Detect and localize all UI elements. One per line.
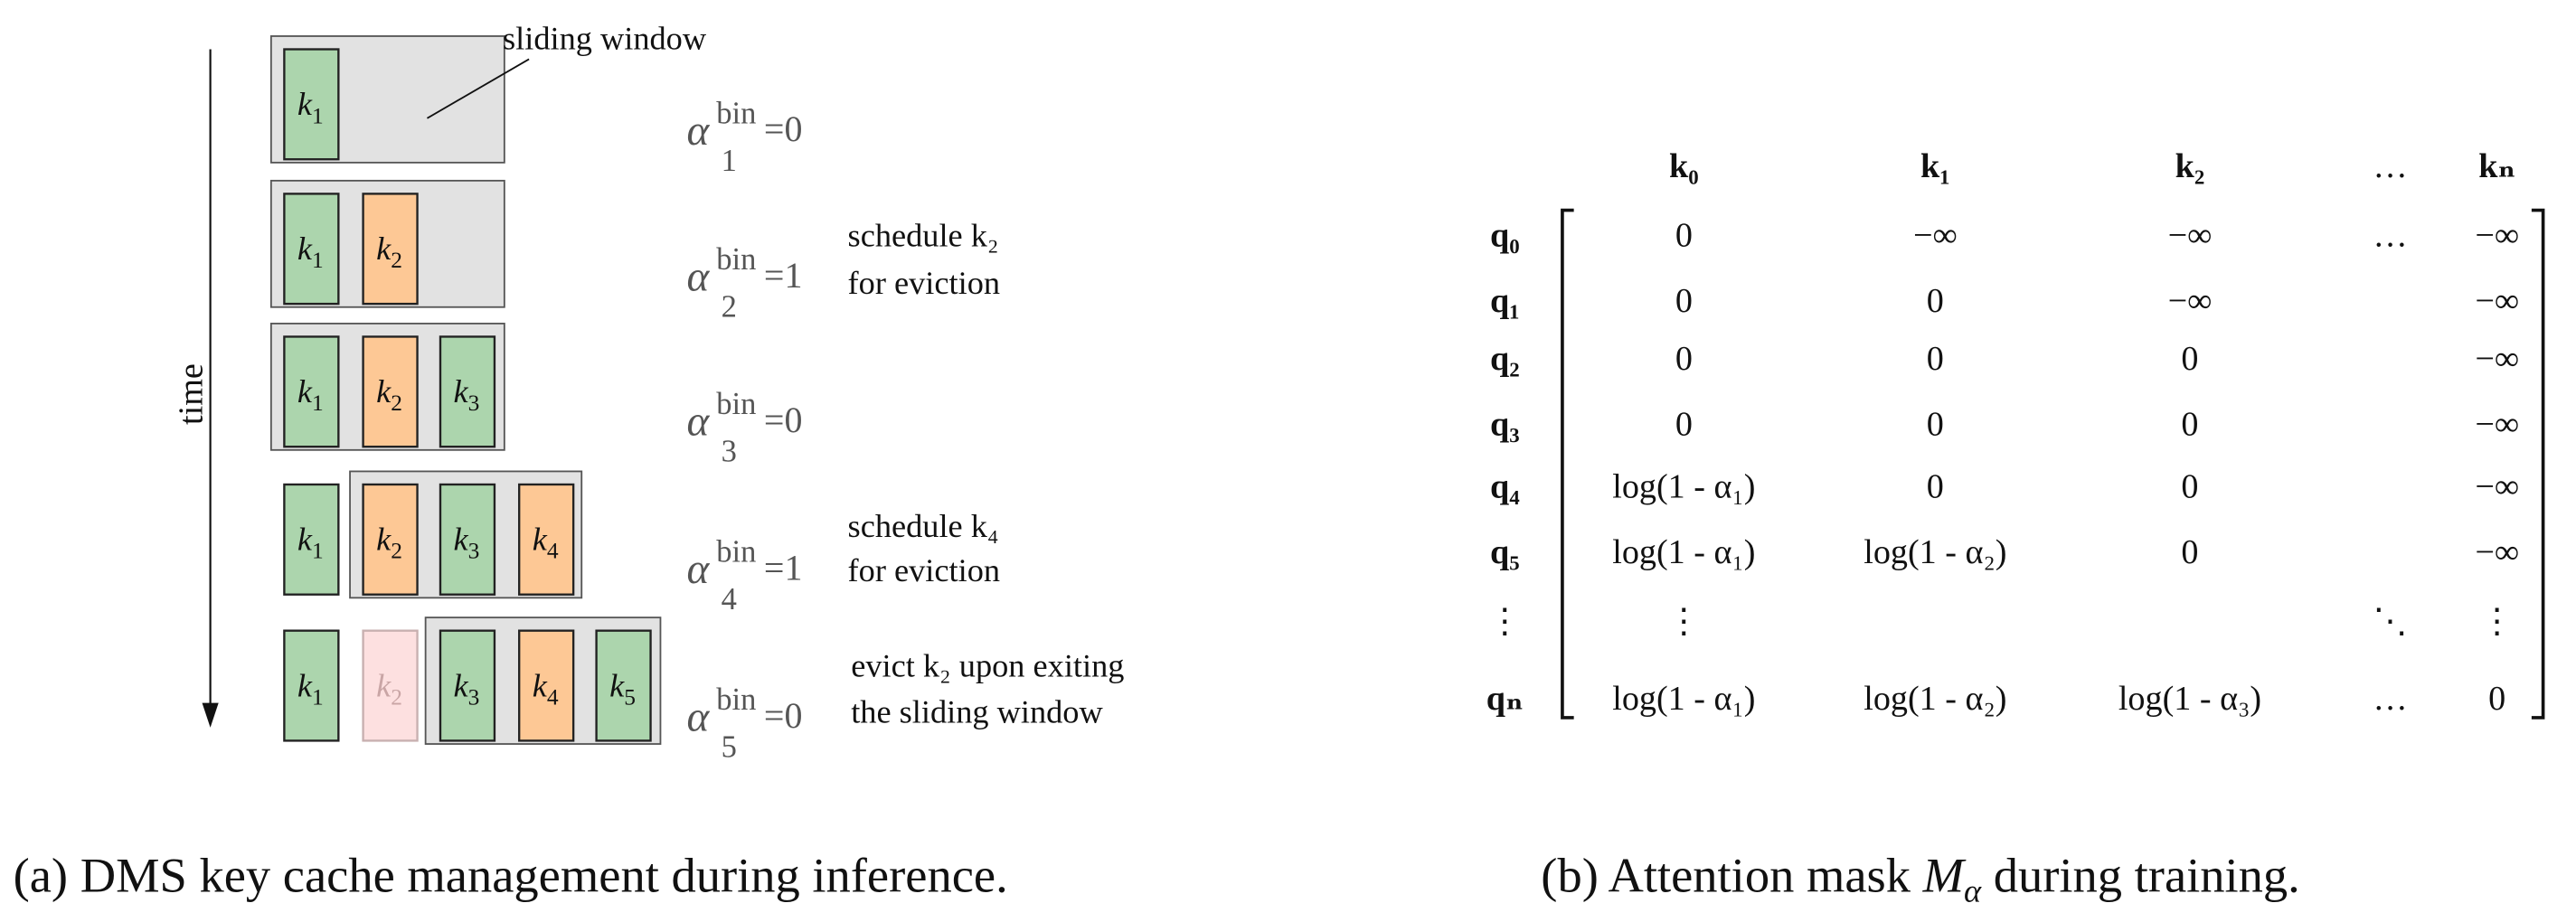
caption-b-suffix: during training.: [1981, 847, 2300, 903]
matrix-cell: −∞: [2475, 405, 2520, 444]
alpha-symbol: α: [686, 253, 710, 301]
alpha-value: =0: [763, 694, 803, 736]
column-header: k₁: [1920, 147, 1950, 186]
matrix-cell: log(1 - α₃): [2118, 679, 2262, 718]
alpha-symbol: α: [686, 545, 710, 593]
time-arrow-head: [203, 703, 219, 728]
key-index: 1: [312, 247, 324, 274]
matrix-cell: −∞: [2475, 282, 2520, 321]
matrix-cell: 0: [2181, 467, 2199, 506]
row-header: q₅: [1490, 533, 1520, 572]
matrix-cell: 0: [1926, 467, 1944, 506]
matrix-cell: log(1 - α₂): [1864, 533, 2007, 572]
key-symbol: k: [532, 521, 547, 558]
alpha-symbol: α: [686, 693, 710, 741]
key-symbol: k: [376, 230, 392, 268]
step-annotation: for eviction: [847, 265, 1001, 302]
right-bracket: [2532, 211, 2543, 718]
matrix-cell: −∞: [2475, 339, 2520, 378]
key-index: 1: [312, 390, 324, 417]
alpha-superscript: bin: [716, 682, 757, 717]
key-symbol: k: [376, 373, 392, 410]
alpha-value: =0: [763, 108, 803, 150]
key-index: 2: [391, 390, 402, 417]
key-symbol: k: [609, 667, 625, 704]
alpha-subscript: 1: [721, 143, 737, 178]
key-index: 3: [467, 683, 480, 710]
alpha-superscript: bin: [716, 386, 757, 421]
key-index: 3: [467, 537, 480, 564]
matrix-cell: −∞: [2475, 533, 2520, 572]
row-header: q₂: [1490, 339, 1520, 378]
matrix-cell: log(1 - α₂): [1864, 679, 2007, 718]
step-annotation: schedule k₄: [847, 508, 999, 545]
left-bracket: [1562, 211, 1574, 718]
row-header: q₀: [1490, 216, 1520, 255]
matrix-cell: 0: [1675, 339, 1693, 378]
key-symbol: k: [297, 667, 313, 704]
key-index: 1: [312, 537, 324, 564]
key-index: 2: [391, 537, 402, 564]
matrix-cell: −∞: [2475, 467, 2520, 506]
matrix-cell: 0: [2181, 339, 2199, 378]
column-header: kₙ: [2478, 147, 2516, 186]
key-index: 1: [312, 102, 324, 129]
column-header: k₂: [2175, 147, 2205, 186]
matrix-cell: ⋱: [2373, 602, 2408, 641]
matrix-cell: 0: [1675, 405, 1693, 444]
matrix-cell: 0: [1926, 405, 1944, 444]
row-header: qₙ: [1486, 679, 1524, 718]
alpha-subscript: 5: [721, 729, 737, 765]
caption-b-symbol: M: [1922, 847, 1965, 903]
matrix-cell: −∞: [2475, 216, 2520, 255]
alpha-superscript: bin: [716, 241, 757, 277]
alpha-superscript: bin: [716, 96, 757, 131]
alpha-value: =0: [763, 399, 803, 440]
key-index: 4: [546, 683, 559, 710]
sliding-window-label: sliding window: [503, 20, 707, 57]
matrix-cell: ⋮: [1666, 602, 1702, 641]
caption-b-prefix: (b) Attention mask: [1541, 847, 1923, 903]
row-header: q₄: [1490, 467, 1520, 506]
matrix-cell: …: [2373, 216, 2408, 255]
caption-b: [1541, 848, 2300, 909]
matrix-cell: 0: [1675, 282, 1693, 321]
key-index: 1: [312, 683, 324, 710]
column-header: k₀: [1669, 147, 1699, 186]
matrix-cell: −∞: [2167, 216, 2213, 255]
alpha-value: =1: [763, 254, 803, 296]
step-annotation: for eviction: [847, 552, 1001, 589]
key-symbol: k: [453, 667, 468, 704]
key-symbol: k: [376, 667, 392, 704]
key-symbol: k: [376, 521, 392, 558]
matrix-cell: log(1 - α₁): [1612, 467, 1756, 506]
key-symbol: k: [297, 230, 313, 268]
cache-step-4: [284, 471, 1000, 616]
cache-step-5: [284, 617, 1124, 764]
step-annotation: the sliding window: [851, 693, 1103, 730]
cache-step-1: [271, 36, 803, 178]
key-symbol: k: [453, 373, 468, 410]
step-annotation: evict k₂ upon exiting: [851, 647, 1125, 684]
key-symbol: k: [297, 86, 313, 123]
matrix-cell: −∞: [1913, 216, 1958, 255]
alpha-subscript: 2: [721, 289, 737, 325]
key-index: 3: [467, 390, 480, 417]
key-index: 5: [624, 683, 636, 710]
key-symbol: k: [532, 667, 547, 704]
key-index: 2: [391, 247, 402, 274]
cache-step-3: [271, 324, 803, 469]
attention-mask-matrix: [1486, 147, 2543, 718]
alpha-symbol: α: [686, 107, 710, 155]
matrix-cell: 0: [1926, 339, 1944, 378]
key-index: 4: [546, 537, 559, 564]
alpha-superscript: bin: [716, 534, 757, 569]
row-header: ⋮: [1487, 602, 1523, 641]
matrix-cell: −∞: [2167, 282, 2213, 321]
matrix-cell: …: [2373, 679, 2408, 718]
kv-cache-diagram: [173, 21, 1125, 765]
alpha-symbol: α: [686, 398, 710, 446]
alpha-subscript: 4: [721, 582, 737, 617]
cache-step-2: [271, 181, 1000, 325]
alpha-subscript: 3: [721, 434, 737, 469]
key-index: 2: [391, 683, 402, 710]
row-header: q₃: [1490, 405, 1520, 444]
matrix-cell: 0: [2181, 533, 2199, 572]
key-symbol: k: [297, 373, 313, 410]
alpha-value: =1: [763, 547, 803, 588]
matrix-cell: ⋮: [2479, 602, 2515, 641]
matrix-cell: 0: [2488, 679, 2506, 718]
matrix-cell: 0: [1675, 216, 1693, 255]
caption-b-symbol-sub: α: [1964, 872, 1982, 909]
matrix-cell: 0: [1926, 282, 1944, 321]
row-header: q₁: [1490, 282, 1520, 321]
matrix-cell: log(1 - α₁): [1612, 533, 1756, 572]
key-symbol: k: [453, 521, 468, 558]
step-annotation: schedule k₂: [847, 217, 999, 254]
column-header: …: [2373, 147, 2408, 186]
caption-a: (a) DMS key cache management during inference.: [13, 847, 1008, 903]
time-label: time: [172, 363, 211, 425]
matrix-cell: 0: [2181, 405, 2199, 444]
key-symbol: k: [297, 521, 313, 558]
matrix-cell: log(1 - α₁): [1612, 679, 1756, 718]
